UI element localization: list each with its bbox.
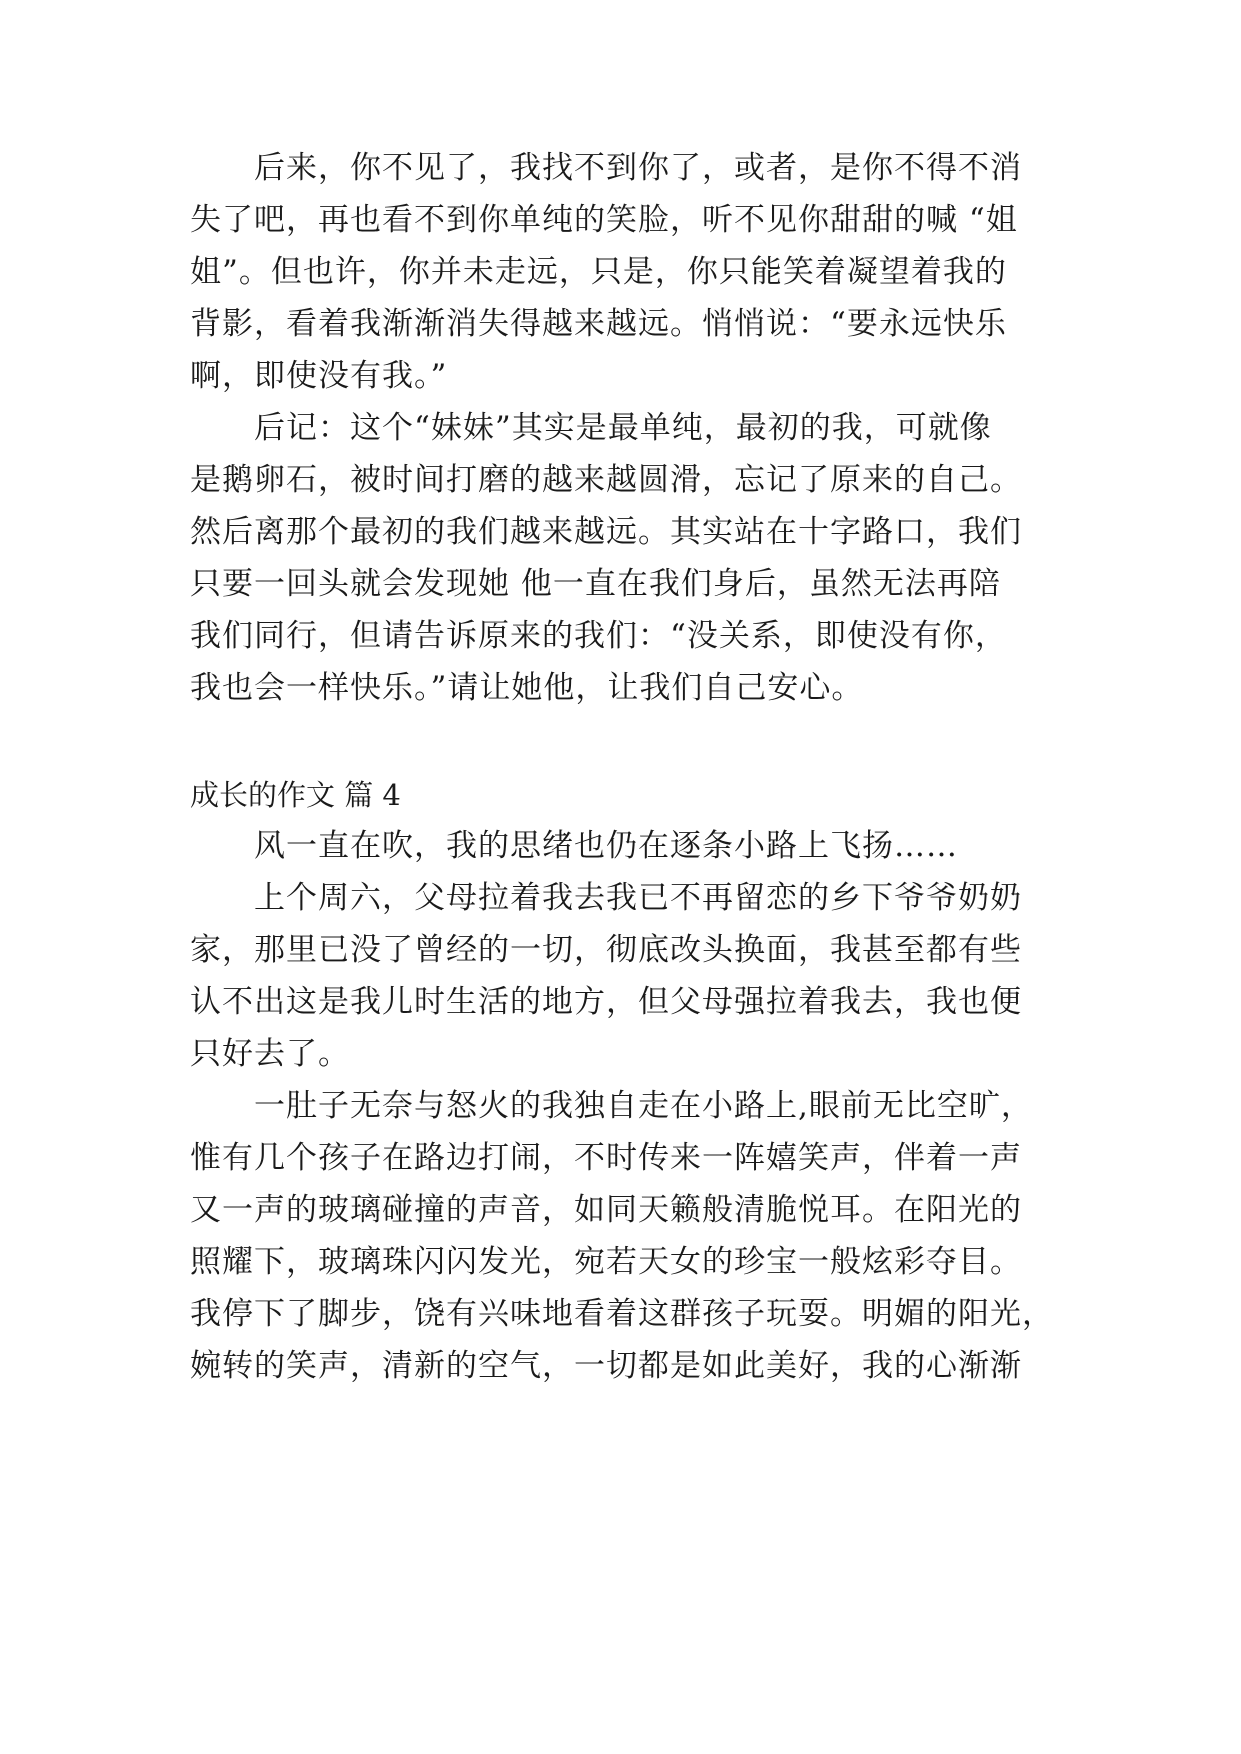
text-line: 后记：这个“妹妹”其实是最单纯，最初的我，可就像: [190, 410, 992, 446]
text-line: 然后离那个最初的我们越来越远。其实站在十字路口，我们: [190, 514, 1022, 550]
text-line: 婉转的笑声，清新的空气，一切都是如此美好，我的心渐渐: [190, 1348, 1022, 1384]
section-heading: 成长的作文 篇 4: [190, 778, 401, 812]
text-line: 失了吧，再也看不到你单纯的笑脸，听不见你甜甜的喊 “姐: [190, 202, 1018, 238]
text-line: 上个周六，父母拉着我去我已不再留恋的乡下爷爷奶奶: [190, 880, 1022, 916]
text-line: 一肚子无奈与怒火的我独自走在小路上,眼前无比空旷，: [190, 1088, 1033, 1124]
text-line: 家，那里已没了曾经的一切，彻底改头换面，我甚至都有些: [190, 932, 1022, 968]
text-line: 只好去了。: [190, 1036, 350, 1072]
text-line: 只要一回头就会发现她 他一直在我们身后，虽然无法再陪: [190, 566, 1001, 602]
text-line: 背影，看着我渐渐消失得越来越远。悄悄说：“要永远快乐: [190, 306, 1007, 342]
text-line: 照耀下，玻璃珠闪闪发光，宛若天女的珍宝一般炫彩夺目。: [190, 1244, 1022, 1280]
text-line: 又一声的玻璃碰撞的声音，如同天籁般清脆悦耳。在阳光的: [190, 1192, 1022, 1228]
text-line: 我也会一样快乐。”请让她他，让我们自己安心。: [190, 670, 864, 706]
text-line: 后来，你不见了，我找不到你了，或者，是你不得不消: [190, 150, 1022, 186]
text-line: 认不出这是我儿时生活的地方，但父母强拉着我去，我也便: [190, 984, 1022, 1020]
text-line: 风一直在吹，我的思绪也仍在逐条小路上飞扬……: [190, 828, 958, 864]
text-line: 啊，即使没有我。”: [190, 358, 448, 394]
text-line: 姐”。但也许，你并未走远，只是，你只能笑着凝望着我的: [190, 254, 1007, 290]
text-line: 是鹅卵石，被时间打磨的越来越圆滑，忘记了原来的自己。: [190, 462, 1022, 498]
text-line: 我停下了脚步，饶有兴味地看着这群孩子玩耍。明媚的阳光，: [190, 1296, 1054, 1332]
text-line: 惟有几个孩子在路边打闹，不时传来一阵嬉笑声，伴着一声: [190, 1140, 1022, 1176]
text-line: 我们同行，但请告诉原来的我们：“没关系，即使没有你，: [190, 618, 1007, 654]
